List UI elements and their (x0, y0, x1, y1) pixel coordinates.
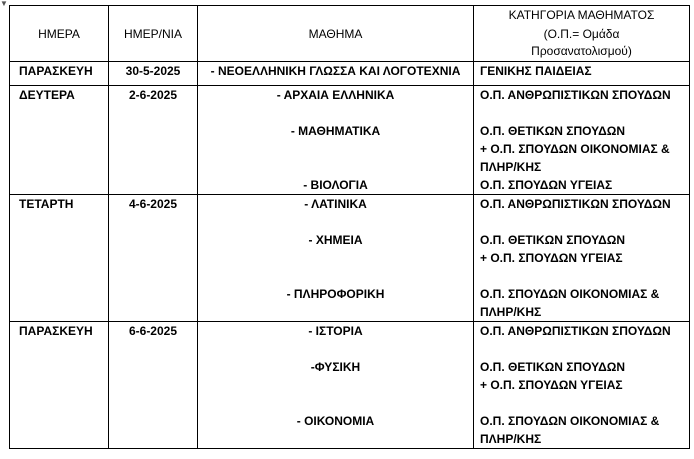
category-text: + Ο.Π. ΣΠΟΥΔΩΝ ΟΙΚΟΝΟΜΙΑΣ & (480, 142, 670, 156)
day-text: ΔΕΥΤΕΡΑ (19, 88, 75, 102)
day-cell (10, 195, 109, 322)
category-text: Ο.Π. ΑΝΘΡΩΠΙΣΤΙΚΩΝ ΣΠΟΥΔΩΝ (480, 324, 671, 338)
table-row (10, 195, 690, 322)
header-category-line1: ΚΑΤΗΓΟΡΙΑ ΜΑΘΗΜΑΤΟΣ (508, 8, 655, 22)
subject-text: - ΒΙΟΛΟΓΙΑ (303, 178, 368, 192)
category-text: ΠΛΗΡ/ΚΗΣ (480, 305, 542, 319)
table-row (10, 86, 690, 195)
category-text: Ο.Π. ΣΠΟΥΔΩΝ ΥΓΕΙΑΣ (480, 178, 613, 192)
date-cell (109, 62, 198, 86)
day-cell (10, 322, 109, 449)
category-cell (474, 86, 690, 195)
date-text: 30-5-2025 (125, 64, 181, 78)
category-cell (474, 195, 690, 322)
subject-cell (198, 86, 474, 195)
category-text: Ο.Π. ΘΕΤΙΚΩΝ ΣΠΟΥΔΩΝ (480, 124, 625, 138)
header-category (474, 6, 690, 62)
header-day: ΗΜΕΡΑ (10, 6, 109, 62)
date-text: 4-6-2025 (128, 197, 178, 211)
day-text: ΠΑΡΑΣΚΕΥΗ (19, 64, 93, 78)
category-text: + Ο.Π. ΣΠΟΥΔΩΝ ΥΓΕΙΑΣ (480, 378, 623, 392)
day-text: ΤΕΤΑΡΤΗ (19, 197, 74, 211)
category-cell (474, 62, 690, 86)
date-text: 2-6-2025 (128, 88, 178, 102)
subject-text: - ΟΙΚΟΝΟΜΙΑ (296, 414, 375, 428)
category-text: Ο.Π. ΑΝΘΡΩΠΙΣΤΙΚΩΝ ΣΠΟΥΔΩΝ (480, 88, 671, 102)
subject-cell (198, 322, 474, 449)
subject-text: - ΠΛΗΡΟΦΟΡΙΚΗ (286, 287, 385, 301)
subject-text: - ΝΕΟΕΛΛΗΝΙΚΗ ΓΛΩΣΣΑ ΚΑΙ ΛΟΓΟΤΕΧΝΙΑ (210, 64, 461, 78)
category-text: Ο.Π. ΑΝΘΡΩΠΙΣΤΙΚΩΝ ΣΠΟΥΔΩΝ (480, 197, 671, 211)
category-text: Ο.Π. ΘΕΤΙΚΩΝ ΣΠΟΥΔΩΝ (480, 360, 625, 374)
header-category-line2: (Ο.Π.= Ομάδα (543, 27, 620, 41)
header-category-line3: Προσανατολισμού) (531, 44, 632, 58)
subject-cell (198, 195, 474, 322)
day-cell (10, 62, 109, 86)
category-text: ΠΛΗΡ/ΚΗΣ (480, 432, 542, 446)
subject-text: - ΑΡΧΑΙΑ ΕΛΛΗΝΙΚΑ (276, 88, 395, 102)
subject-text: - ΛΑΤΙΝΙΚΑ (304, 197, 367, 211)
date-cell (109, 195, 198, 322)
date-cell (109, 86, 198, 195)
subject-text: - ΙΣΤΟΡΙΑ (308, 324, 363, 338)
subject-text: - ΜΑΘΗΜΑΤΙΚΑ (290, 124, 381, 138)
subject-text: - ΧΗΜΕΙΑ (308, 233, 363, 247)
exam-schedule-table (9, 5, 690, 449)
date-cell (109, 322, 198, 449)
header-date: ΗΜΕΡ/ΝΙΑ (109, 6, 198, 62)
table-row (10, 322, 690, 449)
day-text: ΠΑΡΑΣΚΕΥΗ (19, 324, 93, 338)
category-text: + Ο.Π. ΣΠΟΥΔΩΝ ΥΓΕΙΑΣ (480, 251, 623, 265)
date-text: 6-6-2025 (128, 324, 178, 338)
category-text: Ο.Π. ΘΕΤΙΚΩΝ ΣΠΟΥΔΩΝ (480, 233, 625, 247)
category-text: Ο.Π. ΣΠΟΥΔΩΝ ΟΙΚΟΝΟΜΙΑΣ & (480, 414, 660, 428)
header-subject: ΜΑΘΗΜΑ (198, 6, 474, 62)
category-text: Ο.Π. ΣΠΟΥΔΩΝ ΟΙΚΟΝΟΜΙΑΣ & (480, 287, 660, 301)
category-text: ΠΛΗΡ/ΚΗΣ (480, 160, 542, 174)
subject-text: -ΦΥΣΙΚΗ (310, 360, 361, 374)
header-row (10, 6, 690, 62)
corner-marker: ▼ (0, 0, 8, 8)
category-cell (474, 322, 690, 449)
category-text: ΓΕΝΙΚΗΣ ΠΑΙΔΕΙΑΣ (480, 64, 592, 78)
day-cell (10, 86, 109, 195)
table-row (10, 62, 690, 86)
subject-cell (198, 62, 474, 86)
